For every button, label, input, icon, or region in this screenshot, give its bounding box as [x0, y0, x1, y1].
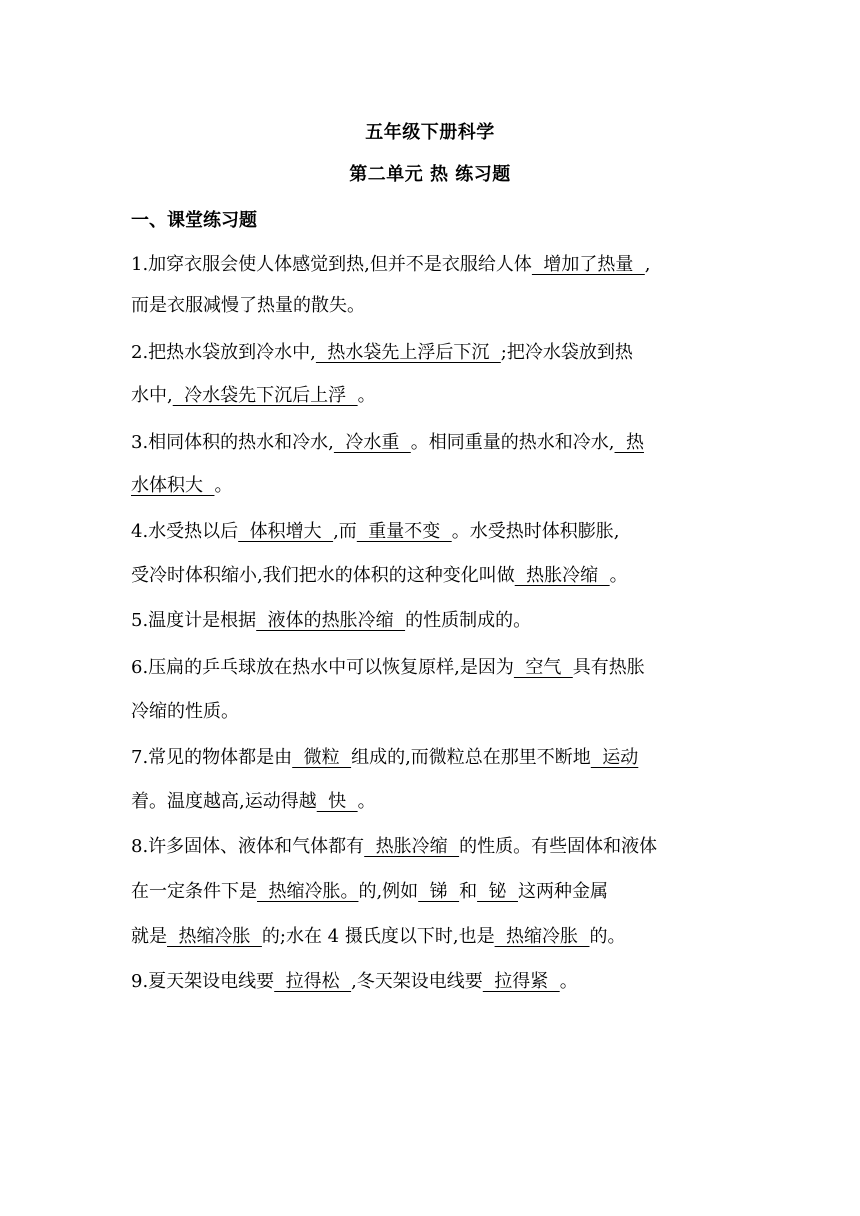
question-text: 2.把热水袋放到冷水中,: [131, 342, 316, 363]
question-text: 的性质制成的。: [405, 610, 532, 631]
answer-blank: 液体的热胀冷缩: [256, 610, 406, 631]
question-text: 。: [357, 791, 376, 812]
question-2-line: [131, 341, 633, 365]
answer-blank: 锑: [418, 881, 460, 902]
answer-blank: 运动: [590, 747, 639, 768]
answer-blank: 微粒: [292, 747, 352, 768]
question-text: 3.相同体积的热水和冷水,: [131, 432, 334, 453]
question-text: 冷缩的性质。: [131, 701, 239, 722]
question-8-line: [131, 835, 657, 859]
question-text: 和: [459, 881, 478, 902]
question-7-line: [131, 790, 376, 814]
question-text: 的。: [589, 926, 626, 947]
question-text: ;把冷水袋放到热: [500, 342, 633, 363]
answer-blank: 重量不变: [356, 521, 452, 542]
answer-blank: 热缩冷胀。: [257, 881, 359, 902]
answer-blank: 热缩冷胀: [494, 926, 590, 947]
document-title: 五年级下册科学: [365, 122, 495, 143]
question-5-line: [131, 609, 531, 633]
answer-blank: 热缩冷胀: [167, 926, 262, 947]
question-text: ,而: [333, 521, 357, 542]
section-heading: 一、课堂练习题: [131, 210, 257, 231]
answer-blank: 水体积大: [131, 475, 215, 496]
question-text: ,: [644, 254, 651, 275]
question-3-line: [131, 474, 232, 498]
answer-blank: 热水袋先上浮后下沉: [315, 342, 501, 363]
question-text: 在一定条件下是: [131, 881, 257, 902]
question-text: 4.水受热以后: [131, 521, 239, 542]
question-text: 。: [357, 385, 376, 406]
answer-blank: 热胀冷缩: [364, 836, 460, 857]
answer-blank: 拉得紧: [482, 971, 560, 992]
question-1-line: [131, 294, 365, 318]
question-text: 1.加穿衣服会使人体感觉到热,但并不是衣服给人体: [131, 254, 532, 275]
question-text: 7.常见的物体都是由: [131, 747, 293, 768]
question-text: 8.许多固体、液体和气体都有: [131, 836, 365, 857]
question-8-line: [131, 925, 625, 949]
answer-blank: 热胀冷缩: [514, 565, 610, 586]
document-subtitle: 第二单元 热 练习题: [349, 164, 511, 185]
question-text: 的性质。有些固体和液体: [459, 836, 658, 857]
question-text: 而是衣服减慢了热量的散失。: [131, 295, 365, 316]
answer-blank: 拉得松: [274, 971, 352, 992]
question-text: 的;水在 4 摄氏度以下时,也是: [261, 926, 495, 947]
question-text: 5.温度计是根据: [131, 610, 257, 631]
answer-blank: 冷水袋先下沉后上浮: [172, 385, 358, 406]
question-text: 6.压扁的乒乓球放在热水中可以恢复原样,是因为: [131, 657, 514, 678]
question-2-line: [131, 384, 376, 408]
question-text: ,冬天架设电线要: [351, 971, 483, 992]
question-8-line: [131, 880, 608, 904]
question-text: 着。温度越高,运动得越: [131, 791, 317, 812]
answer-blank: 增加了热量: [531, 254, 645, 275]
answer-blank: 热: [614, 432, 644, 453]
question-text: 就是: [131, 926, 167, 947]
question-text: 组成的,而微粒总在那里不断地: [351, 747, 591, 768]
question-3-line: [131, 431, 644, 455]
question-text: 的,例如: [358, 881, 419, 902]
question-text: 。相同重量的热水和冷水,: [410, 432, 615, 453]
answer-blank: 冷水重: [333, 432, 411, 453]
question-text: 水中,: [131, 385, 173, 406]
question-6-line: [131, 656, 645, 680]
question-9-line: [131, 970, 578, 994]
question-text: 。: [559, 971, 578, 992]
question-text: 9.夏天架设电线要: [131, 971, 275, 992]
question-text: 受冷时体积缩小,我们把水的体积的这种变化叫做: [131, 565, 515, 586]
question-text: 。水受热时体积膨胀,: [451, 521, 620, 542]
question-4-line: [131, 520, 619, 544]
question-7-line: [131, 746, 638, 770]
answer-blank: 铋: [477, 881, 518, 902]
question-text: 具有热胀: [572, 657, 645, 678]
answer-blank: 快: [316, 791, 358, 812]
question-text: 。: [214, 475, 233, 496]
question-1-line: [131, 253, 651, 277]
question-6-line: [131, 700, 239, 724]
question-text: 这两种金属: [517, 881, 608, 902]
answer-blank: 空气: [513, 657, 573, 678]
question-text: 。: [609, 565, 628, 586]
question-4-line: [131, 564, 628, 588]
answer-blank: 体积增大: [238, 521, 334, 542]
